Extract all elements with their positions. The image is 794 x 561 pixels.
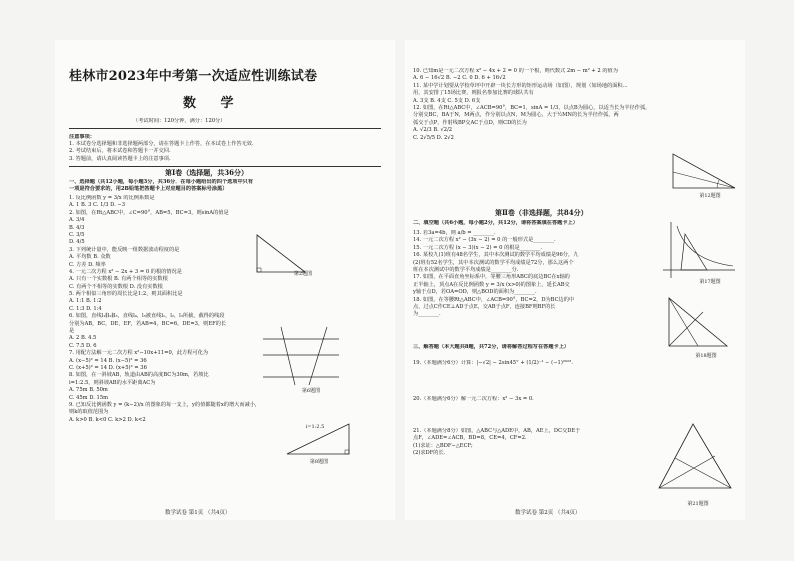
options: A. 75m B. 50m	[69, 387, 108, 394]
triangle-arc-diagram	[667, 148, 739, 198]
question-19: 19.（本题满分6分）计算：|−√2| − 2sin45° + (1/2)⁻¹ − (−1)²⁰²³.	[413, 360, 573, 366]
figure-q2	[253, 232, 313, 278]
question-16-cont: 班在本次测试中的数学平均成绩是________分.	[413, 266, 519, 273]
options: A. k>0 B. k<0 C. k>2 D. k<2	[69, 416, 146, 423]
question-10: 10. 已知m是一元二次方程 x² − 4x + 2 = 0 的一个根，则代数式 2m − m² + 2 的值为	[413, 68, 618, 74]
question-21: 21.（本题满分8分）如图，△ABC与△ADE中，AB，AE上，DC交DE于 点F，∠ADE=∠ACB，BD=8，CE=4，CF=2. (1)求证：△BDF∽△ECF; (2)求DF的长.	[413, 428, 581, 457]
question-6: 6. 如图，直线l₁∥l₂∥l₃，直线l₄，l₅被直线l₁，l₂，l₃所截，截得的线段	[69, 313, 225, 320]
similar-triangles-diagram	[653, 420, 737, 494]
question-3: 3. 下列统计量中，能反映一组数据波动程度的是	[69, 246, 180, 253]
question-7: 7. 用配方法解一元二次方程 x²−10x+11=0，此方程可化为	[69, 350, 209, 357]
parallel-lines-diagram	[261, 325, 341, 387]
option: C. 3/5	[69, 231, 85, 238]
question-12: 12. 如图，在Rt△ABC中，∠ACB=90°，BC=1，sinA = 1/3，以点B为圆心，以适当长为半径作弧，	[413, 104, 651, 111]
exam-title: 桂林市2023年中考第一次适应性训练试卷	[69, 69, 318, 84]
question-16-cont: (2)班有52名学生，其中本次测试的数学平均成绩是72分，那么这两个	[413, 259, 574, 266]
figure-caption: 第18题图	[695, 353, 717, 359]
question-11-cont: 用，其安排了15场比赛，则报名参加比赛的球队共有	[413, 90, 534, 97]
part1-title: 第Ⅰ卷（选择题，共36分）	[165, 168, 249, 177]
question-8: 8. 如图，在一斜坡AB，轨道由AB的高度BC为30m，若坡比	[69, 372, 209, 379]
page-footer: 数学试卷 第2页 （共4页）	[515, 510, 581, 516]
question-18-cont: 点，过点C作CE⊥AD于点E，交AB于点F，连接BF则BF的长	[413, 303, 556, 310]
divider	[69, 128, 381, 129]
question-12-cont: 分别交BC，BA于N，M两点，作分别以点N，M为圆心，大于½MN的长为半径作弧，两	[413, 112, 619, 119]
options: C. 7.5 D. 6	[69, 342, 97, 349]
question-1: 1. 反比例函数 y = 3/x 的比例系数是	[69, 195, 155, 201]
options: A. 1 B. 3 C. 1/3 D. −3	[69, 202, 126, 209]
options: A. 平均数 B. 众数	[69, 254, 111, 261]
notice-block	[69, 134, 381, 163]
section1-heading: 一、选择题（共12小题，每小题3分，共36分．在每小题给出的四个选项中只有 一项是符合要求的，用2B铅笔把答题卡上对应题目的答案标号涂黑）	[69, 179, 254, 193]
question-17-cont: 正半轴上，顶点A在反比例函数 y = 3/x (x>0)的图象上，延长AB交	[413, 281, 570, 288]
options: A. 1:1 B. 1:2	[69, 298, 102, 305]
options: C. 45m D. 15m	[69, 394, 109, 401]
section2-heading: 二、填空题（共6小题，每小题2分，共12分，请将答案填在答题卡上）	[413, 220, 578, 226]
question-12-cont: 弧交于点P，作射线BP交AC于点D，则CD的长为	[413, 119, 527, 126]
question-8-cont: i=1:2.5，则斜坡AB的水平距离AC为	[69, 379, 156, 386]
fill-question-list	[413, 230, 653, 319]
figure-q17	[657, 220, 737, 285]
notice-item: 3. 答题前，请认真阅读答题卡上的注意事项.	[69, 155, 171, 162]
options: A. 6 − 16√2 B. −2 C. 0 D. 6 + 16√2	[413, 75, 506, 82]
option: B. 4/3	[69, 224, 85, 231]
figure-q8	[283, 418, 355, 465]
notice-item: 1. 本试卷分选择题和非选择题两部分，请在答题卡上作答，在本试卷上作答无效.	[69, 141, 254, 148]
question-16: 16. 某校九(1)班有48名学生，其中本次测试的数学平均成绩是96分，九	[413, 252, 579, 259]
question-20: 20.（本题满分6分）解一元二次方程：x² − 3x = 0.	[413, 396, 534, 402]
question-5: 5. 两个相似三角形的周长比是1:2，则其面积比是	[69, 291, 183, 298]
question-18: 18. 如图，在等腰Rt△ABC中，∠ACB=90°，BC=2，D为BC边的中	[413, 296, 575, 303]
figure-caption: 第2题图	[293, 271, 313, 277]
figure-q21	[653, 420, 737, 507]
time-note: （考试时间：120分钟，满分：120分）	[133, 118, 226, 124]
question-4: 4. 一元二次方程 x² − 2x + 3 = 0 的根的情况是	[69, 268, 182, 275]
question-9-cont: 则k的取值范围为	[69, 409, 109, 416]
exam-page-2	[405, 40, 745, 520]
section3-heading: 三、解答题（本大题共8题，共72分，请将解答过程写在答题卡上）	[413, 344, 570, 350]
options: C. 1:3 D. 1:4	[69, 305, 102, 312]
question-15: 15. 一元二次方程 (x − 3)(x − 2) = 0 的根是________.	[413, 244, 543, 251]
figure-caption: 第17题图	[699, 279, 721, 285]
question-17: 17. 如图，在平面直角坐标系中，等腰三角形ABC的底边BC在x轴的	[413, 274, 570, 281]
question-9: 9. 已知反比例函数 y = (k−2)/x 的图象的每一支上，y的值都随着x的增大而减小，	[69, 401, 261, 408]
question-14: 14. 一元二次方程 x² − (3x − 2) = 0 的一般形式是________.	[413, 237, 556, 244]
option: A. 3/4	[69, 217, 85, 224]
figure-caption: 第12题图	[699, 193, 721, 199]
notice-item: 2. 考试结束后，将本试卷和答题卡一并交回.	[69, 148, 171, 155]
question-11: 11. 某中学计划要从学校草坪中开辟一块长方形的矩形运动场（如图），规划（如场地的面积...	[413, 82, 628, 89]
exam-page-1	[55, 40, 395, 520]
subject-heading: 数 学	[183, 96, 244, 111]
notice-title: 注意事项：	[69, 134, 95, 140]
options: C. 方差 D. 频率	[69, 261, 106, 268]
page-footer: 数学试卷 第1页 （共4页）	[165, 510, 231, 516]
options: C. 有两个不相等的实数根 D. 没有实数根	[69, 283, 163, 290]
question-6-cont: 分别为AB，BC，DE，EF，若AB=4，BC=6，DE=3，则EF的长	[69, 320, 227, 327]
question-17-cont: y轴于点D，若OA=OD，则△BOD的面积为________.	[413, 289, 537, 296]
options: A. 只有一个实数根 B. 有两个相等的实数根	[69, 276, 168, 283]
question-list-top	[413, 68, 743, 142]
options: C. 2√5/5 D. 2√2	[413, 134, 454, 141]
options: A. 2 B. 4.5	[69, 335, 97, 342]
question-2: 2. 如图，在Rt△ABC中，∠C=90°，AB=5，BC=3，则sinA的值是	[69, 209, 229, 216]
part2-title: 第Ⅱ卷（非选择题，共84分）	[495, 208, 588, 217]
figure-caption: 第8题图	[309, 459, 329, 465]
options: A. (x−5)² = 14 B. (x−5)² = 36	[69, 357, 147, 364]
figure-q12	[667, 148, 739, 198]
slope-ratio: i=1:2.5	[305, 424, 325, 430]
question-6-cont: 是	[69, 328, 75, 335]
question-13: 13. 若3a=4b，则 a/b = ________.	[413, 230, 496, 236]
options: C. (x+5)² = 14 D. (x+5)² = 36	[69, 364, 147, 371]
figure-caption: 第6题图	[301, 388, 321, 394]
figure-caption: 第21题图	[687, 501, 709, 507]
option: D. 4/5	[69, 239, 85, 246]
options: A. 3支 B. 4支 C. 5支 D. 6支	[413, 97, 481, 104]
coordinate-diagram	[657, 220, 737, 280]
options: A. √2/3 B. √2/2	[413, 127, 453, 134]
divider	[69, 166, 381, 167]
figure-q6	[261, 325, 341, 394]
question-18-cont: 为________.	[413, 311, 441, 318]
